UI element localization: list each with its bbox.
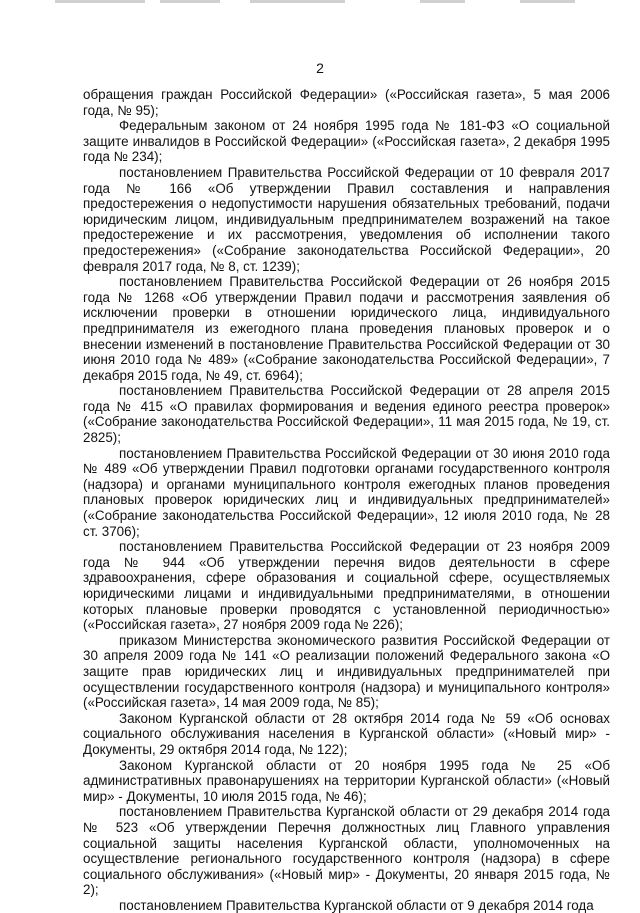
paragraph: постановлением Правительства Российской Федерации от 10 февраля 2017 года № 166 «Об утверждении Правил составления и направления предостережения о недопустимости нарушения обязательных требований, подачи юридическим лицом, индивидуальным предпринимателем возражений на такое предостережение и их рассмотрения, уведомления об исполнении такого предостережения» («Собрание законодательства Российской Федерации», 20 февраля 2017 года, № 8, ст. 1239); <box>83 164 610 274</box>
paragraph: Законом Курганской области от 28 октября 2014 года № 59 «Об основах социального обслуживания населения в Курганской области» («Новый мир» - Документы, 29 октября 2014 года, № 122); <box>83 710 610 757</box>
scan-artifact <box>250 0 345 3</box>
paragraph: постановлением Правительства Курганской области от 9 декабря 2014 года <box>119 897 594 913</box>
scan-artifact <box>55 0 145 3</box>
page-number: 2 <box>316 60 324 76</box>
paragraph: приказом Министерства экономического развития Российской Федерации от 30 апреля 2009 года № 141 «О реализации положений Федерального закона «О защите прав юридических лиц и индивидуальных предпринимателей при осуществлении государственного контроля (надзора) и муниципального контроля» («Российская газета», 14 мая 2009 года, № 85); <box>83 632 610 711</box>
paragraph: постановлением Правительства Курганской области от 29 декабря 2014 года № 523 «Об утверждении Перечня должностных лиц Главного управления социальной защиты населения Курганской области, уполномоченных на осуществление регионального государственного контроля (надзора) в сфере социального обслуживания» («Новый мир» - Документы, 20 января 2015 года, № 2); <box>83 804 610 898</box>
paragraph: постановлением Правительства Российской Федерации от 26 ноября 2015 года № 1268 «Об утверждении Правил подачи и рассмотрения заявления об исключении проверки в отношении юридического лица, индивидуального предпринимателя из ежегодного плана проведения плановых проверок и о внесении изменений в постановление Правительства Российской Федерации от 30 июня 2010 года № 489» («Собрание законодательства Российской Федерации», 7 декабря 2015 года, № 49, ст. 6964); <box>83 274 610 383</box>
paragraph: постановлением Правительства Российской Федерации от 30 июня 2010 года № 489 «Об утверждении Правил подготовки органами государственного контроля (надзора) и органами муниципального контроля ежегодных планов проведения плановых проверок юридических лиц и индивидуальных предпринимателей» («Собрание законодательства Российской Федерации», 12 июля 2010 года, № 28 ст. 3706); <box>83 445 610 539</box>
paragraph: постановлением Правительства Российской Федерации от 23 ноября 2009 года № 944 «Об утверждении перечня видов деятельности в сфере здравоохранения, сфере образования и социальной сфере, осуществляемых юридическими лицами и индивидуальными предпринимателями, в отношении которых плановые проверки проводятся с установленной периодичностью» («Российская газета», 27 ноября 2009 года № 226); <box>83 539 610 633</box>
paragraph: Федеральным законом от 24 ноября 1995 года № 181-ФЗ «О социальной защите инвалидов в Российской Федерации» («Российская газета», 2 декабря 1995 года № 234); <box>83 118 610 165</box>
paragraph: постановлением Правительства Российской Федерации от 28 апреля 2015 года № 415 «О правилах формирования и ведения единого реестра проверок» («Собрание законодательства Российской Федерации», 11 мая 2015 года, № 19, ст. 2825); <box>83 383 610 446</box>
paragraph: Законом Курганской области от 20 ноября 1995 года № 25 «Об административных правонарушениях на территории Курганской области» («Новый мир» - Документы, 10 июля 2015 года, № 46); <box>83 757 610 804</box>
scan-artifact <box>520 0 575 3</box>
paragraph: обращения граждан Российской Федерации» («Российская газета», 5 мая 2006 года, № 95); <box>83 87 610 118</box>
scan-artifact <box>160 0 220 3</box>
scan-artifact <box>420 0 465 3</box>
document-body <box>83 87 610 913</box>
